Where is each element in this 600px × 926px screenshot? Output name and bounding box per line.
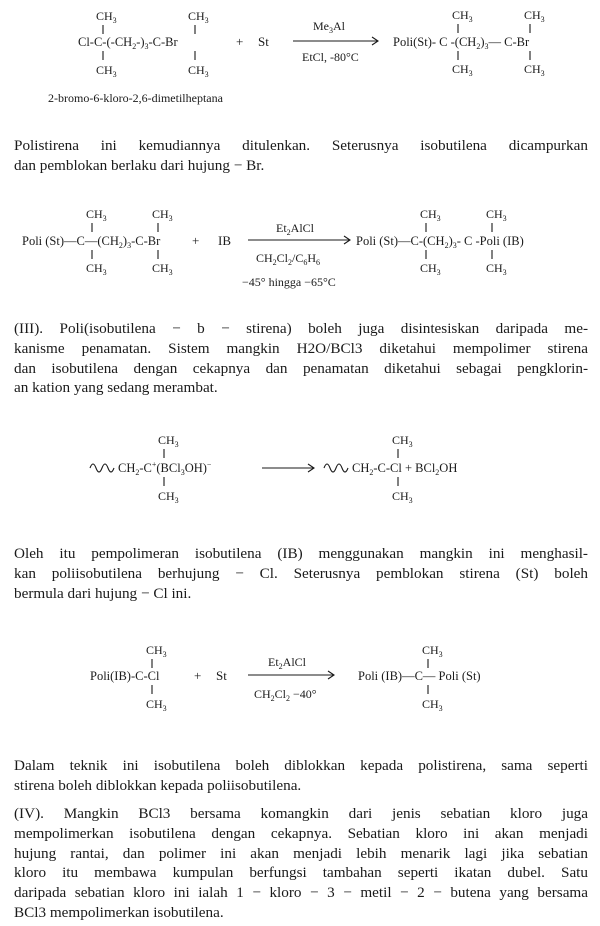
svg-text:Poli (St)—C-(CH2)3- C -Poli (I: Poli $(St)—C-(CH_2)_3-$ C -Poli (IB) <box>356 234 524 250</box>
svg-text:Et2AlCl: $Et_2AlCl$ <box>268 655 307 671</box>
reactant-molecule <box>78 9 209 79</box>
reaction-scheme-2 <box>0 200 600 295</box>
svg-text:CH3: $CH_3$ <box>524 8 545 24</box>
text-line: dan pemblokan berlaku dari hujung − Br. <box>14 156 265 174</box>
svg-text:CH3: $CH_3$ <box>146 697 167 713</box>
plus-sign: + <box>194 668 202 683</box>
text-line: Polistirena ini kemudiannya ditulenkan. Seterusnya isobutilena dicampurkan <box>14 137 588 154</box>
text-line: kanisme penamatan. Sistem mangkin H2O/BCl3 diketahui mempolimer stirena <box>14 339 588 357</box>
text-line: an kation yang sedang merambat. <box>14 379 218 397</box>
svg-text:CH3: $CH_3$ <box>486 261 507 277</box>
svg-text:CH3: $CH_3$ <box>158 433 179 449</box>
svg-text:Poli (St)—C—(CH2)3-C-Br: Poli $(St)—C—(CH_2)_3-C-Br$ <box>22 234 161 250</box>
svg-text:CH2-C+(BCl3OH)−: $CH_2-C^+(BCl_3OH)^-$ <box>118 460 212 477</box>
text-line: Dalam teknik ini isobutilena boleh diblokkan kepada polistirena, sama seperti <box>14 757 588 774</box>
svg-text:CH3: $CH_3$ <box>152 207 173 223</box>
svg-text:CH3: $CH_3$ <box>420 207 441 223</box>
text-line: hujung rantai, dan polimer ini akan menjadi lebih menarik lagi jika sebatian <box>14 844 588 862</box>
svg-text:CH3: $CH_3$ <box>152 261 173 277</box>
svg-text:CH2Cl2 −40°: $CH_2Cl_2 -40^\circ$ <box>254 687 317 703</box>
svg-text:Et2AlCl: $Et_2AlCl$ <box>276 221 315 237</box>
text-line: daripada sebatian kloro ini ialah 1 − kloro − 3 − metil − 2 − butena yang bersama <box>14 884 588 902</box>
svg-text:CH3: $CH_3$ <box>422 697 443 713</box>
methyl-label: $CH_3$ <box>188 9 209 25</box>
arrow-temperature: −45° hingga −65°C <box>242 275 336 289</box>
paragraph-3 <box>14 544 588 603</box>
svg-text:CH2-C-Cl + BCl2OH: $CH_2-C-Cl + BCl_2OH$ <box>352 461 458 477</box>
text-line: kan poliisobutilena berhujung − Cl. Seterusnya pemblokan stirena (St) boleh <box>14 564 588 582</box>
text-line: (III). Poli(isobutilena − b − stirena) boleh juga disintesiskan daripada me- <box>14 320 588 337</box>
reactant-molecule <box>22 207 173 277</box>
reaction-scheme-1 <box>0 0 600 112</box>
text-line: kloro itu membawa kumpulan berfungsi tambahan seperti ikatan dubel. Satu <box>14 864 588 882</box>
text-line: (IV). Mangkin BCl3 bersama komangkin dari jenis sebatian kloro juga <box>14 805 588 822</box>
styrene-reagent: St <box>258 34 269 49</box>
methyl-label: $CH_3$ <box>96 9 117 25</box>
product-molecule <box>356 207 524 277</box>
svg-text:Me3Al: $Me_3Al$ <box>313 19 345 35</box>
text-line: dan isobutilena dengan cekapnya dan penamatan diketahui sebagai pengklorin- <box>14 359 588 377</box>
reaction-arrow <box>262 464 314 472</box>
svg-text:CH3: $CH_3$ <box>158 489 179 505</box>
isobutylene-reagent: IB <box>218 233 231 248</box>
svg-text:CH3: $CH_3$ <box>146 643 167 659</box>
methyl-label: $CH_3$ <box>188 63 209 79</box>
plus-sign: + <box>236 34 244 49</box>
reaction-arrow <box>242 221 350 289</box>
svg-text:CH3: $CH_3$ <box>486 207 507 223</box>
svg-text:CH3: $CH_3$ <box>422 643 443 659</box>
svg-text:CH3: $CH_3$ <box>524 62 545 78</box>
reactant-chain: Poli(IB)-C-Cl <box>90 669 160 683</box>
svg-text:CH3: $CH_3$ <box>392 433 413 449</box>
reactant-molecule <box>90 643 167 713</box>
paragraph-2 <box>14 319 588 398</box>
product-chain: Poli (IB)—C— Poli (St) <box>358 669 481 683</box>
polymer-chain-wave <box>90 464 114 472</box>
reaction-arrow <box>248 655 334 703</box>
svg-text:CH2Cl2/C6H6: $CH_2Cl_2/C_6H_6$ <box>256 251 321 267</box>
product-molecule <box>358 643 481 713</box>
text-line: Oleh itu pempolimeran isobutilena (IB) menggunakan mangkin ini menghasil- <box>14 545 588 562</box>
paragraph-1 <box>14 136 588 176</box>
svg-text:Poli(St)- C -(CH2)3— C-Br: Poli(St)- C $-(CH_2)_3—$ C-Br <box>393 35 530 51</box>
chloro-terminated-product <box>324 433 457 505</box>
text-line: stirena boleh diblokkan kepada poliisobutilena. <box>14 776 302 794</box>
svg-text:CH3: $CH_3$ <box>452 8 473 24</box>
reaction-arrow <box>293 19 378 64</box>
polymer-chain-wave <box>324 464 348 472</box>
reactant-chain: $Cl-C-(-CH_2-)_3-C-Br$ <box>78 35 178 51</box>
svg-text:CH3: $CH_3$ <box>420 261 441 277</box>
carbocation-species <box>90 433 212 505</box>
product-molecule <box>393 8 545 78</box>
svg-text:CH3: $CH_3$ <box>392 489 413 505</box>
compound-name: 2-bromo-6-kloro-2,6-dimetilheptana <box>48 91 223 105</box>
svg-text:CH3: $CH_3$ <box>452 62 473 78</box>
styrene-reagent: St <box>216 668 227 683</box>
text-line: BCl3 mempolimerkan isobutilena. <box>14 903 224 921</box>
paragraph-4 <box>14 756 588 796</box>
methyl-label: $CH_3$ <box>96 63 117 79</box>
arrow-conditions: EtCl, -80°C <box>302 50 359 64</box>
plus-sign: + <box>192 233 200 248</box>
reaction-scheme-3 <box>0 430 600 515</box>
text-line: bermula dari hujung − Cl ini. <box>14 584 192 602</box>
svg-text:CH3: $CH_3$ <box>86 261 107 277</box>
text-line: mempolimerkan isobutilena dengan cekapnya. Sebatian kloro ini akan menjadi <box>14 824 588 842</box>
reaction-scheme-4 <box>0 640 600 720</box>
svg-text:CH3: $CH_3$ <box>86 207 107 223</box>
paragraph-5 <box>14 804 588 923</box>
